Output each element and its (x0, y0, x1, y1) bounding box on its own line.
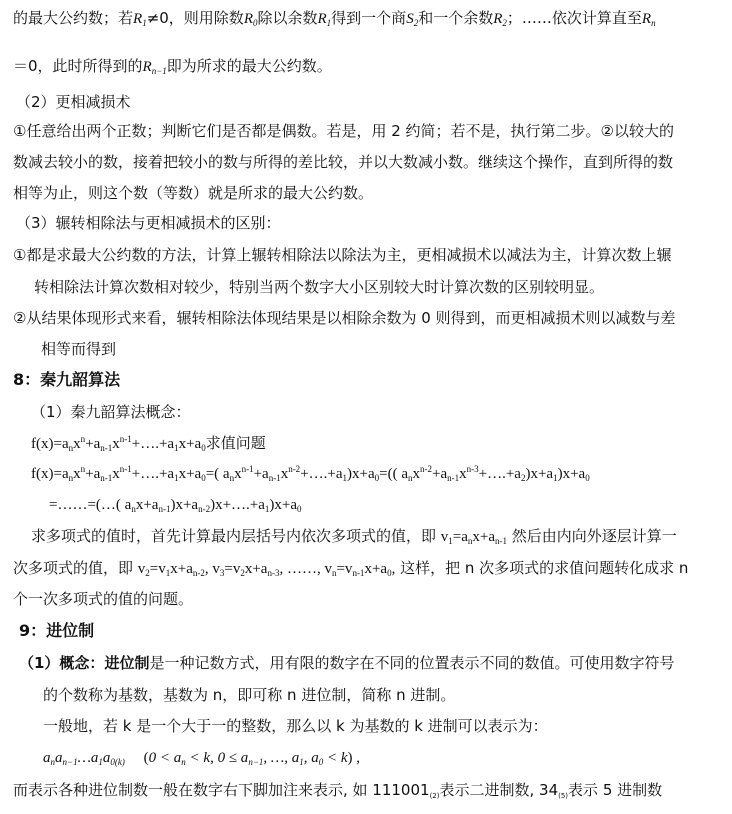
text-line: 一般地，若 k 是一个大于一的整数，那么以 k 为基数的 k 进制可以表示为： (43, 717, 548, 735)
math-symbol (318, 11, 332, 27)
formula: $a_na_{n-1}\dots a_1a_{0(k)}$ ($0 < a_n < k$, $0 \le a_{n-1}$, …, $a_1$, $a_0 < k$) , (43, 750, 361, 767)
text-line: 相等为止，则这个数（等数）就是所求的最大公约数。 (13, 184, 374, 202)
text-line: 相等而得到 (41, 340, 117, 358)
concept-label: （1）概念： (19, 654, 105, 672)
section-title: （3）辗转相除法与更相减损术的区别： (16, 214, 281, 232)
symbol: R (133, 11, 143, 27)
text-line: ①都是求最大公约数的方法，计算上辗转相除法以除法为主，更相减损术以减法为主，计算次数上辗 (13, 246, 672, 264)
text-run: 然后由内向外逐层计算一 (507, 527, 677, 545)
subscript: n (651, 18, 656, 28)
text-run: ＝0，此时所得到的 (13, 57, 143, 75)
symbol: R (317, 11, 327, 27)
text-line (19, 653, 674, 673)
section-heading: 9：进位制 (19, 621, 95, 640)
math-symbol (642, 11, 656, 27)
text-run: 求值问题 (205, 434, 266, 452)
math-symbol (244, 11, 258, 27)
text-run: 除以余数 (257, 9, 318, 27)
math-symbol (133, 11, 147, 27)
symbol: S (406, 11, 414, 27)
text-line (13, 8, 656, 29)
text-run: 得到一个商 (331, 9, 407, 27)
formula: $f(x)=a_nx^n+a_{n-1}x^{n-1}+\dots.+a_1x+a_0=$( $a_nx^{n-1}+a_{n-1}x^{n-2}+\dots.+a_1)x+a_0=$(( $a_nx^{n-2}+a_{n-1}x^{n-3}+\dots.+a_2)x+a_1)x+a_0$ (31, 464, 590, 483)
text-line: 数减去较小的数，接着把较小的数与所得的差比较，并以大数减小数。继续这个操作，直到所得的数 (13, 153, 674, 171)
subscript: 1 (142, 18, 147, 28)
math-symbol (493, 11, 507, 27)
section-heading: 8：秦九韶算法 (13, 370, 121, 389)
text-line (13, 558, 688, 579)
math-symbol (406, 11, 418, 27)
section-title: （2）更相减损术 (16, 93, 131, 111)
text-line (31, 526, 677, 547)
symbol: R (641, 11, 652, 27)
text-run: ≠0，则用除数 (146, 9, 244, 27)
formula: =……=(…( $a_nx+a_{n-1})x+a_{n-2})x+\dots.+a_1)x+a_0$ (49, 497, 302, 514)
subscript: 1 (326, 18, 332, 28)
formula: $v_2=v_1x+a_{n-2}$, $v_3=v_2x+a_{n-3}$, ……, $v_n=v_{n-1}x+a_0$, (137, 561, 396, 578)
text-run: 次多项式的值，即 (13, 559, 138, 577)
subsection-title: （1）秦九韶算法概念： (31, 403, 191, 421)
subscript: n−1 (151, 66, 167, 76)
formula: $f(x)=a_nx^n+a_{n-1}x^{n-1}+\dots.+a_1x+a_0$ (31, 434, 206, 453)
text-run: 这样，把 n 次多项式的求值问题转化成求 n (395, 559, 689, 577)
formula: $v_1=a_nx+a_{n-1}$ (440, 529, 508, 546)
concept-term: 进位制 (104, 654, 150, 672)
subscript: 2 (413, 18, 419, 28)
symbol: R (243, 11, 253, 27)
text-run: 和一个余数 (418, 9, 494, 27)
text-line: 个一次多项式的值的问题。 (13, 590, 194, 608)
subscript: (2) (429, 792, 440, 800)
formula-line (31, 433, 266, 454)
text-line (13, 780, 662, 800)
text-run: 表示 5 进制数 (568, 781, 663, 799)
subscript: (5) (558, 792, 569, 800)
text-line: 转相除法计算次数相对较少，特别当两个数字大小区别较大时计算次数的区别较明显。 (34, 278, 605, 296)
subscript: 2 (502, 18, 507, 28)
symbol: R (493, 11, 503, 27)
text-run: 而表示各种进位制数一般在数字右下脚加注来表示, 如 111001 (13, 781, 430, 799)
text-run: ；……依次计算直至 (506, 9, 642, 27)
text-line: 的个数称为基数，基数为 n，即可称 n 进位制，简称 n 进制。 (43, 686, 456, 704)
text-run: 表示二进制数, 34 (439, 781, 559, 799)
text-run: 即为所求的最大公约数。 (166, 57, 332, 75)
text-run: 的最大公约数；若 (13, 9, 134, 27)
subscript: 0 (252, 18, 258, 28)
text-line: ②从结果体现形式来看，辗转相除法体现结果是以相除余数为 0 则得到，而更相减损术则以减数与差 (13, 309, 676, 327)
text-line: ①任意给出两个正数；判断它们是否都是偶数。若是，用 2 约简；若不是，执行第二步。②以较大的 (13, 122, 674, 140)
text-run: 是一种记数方式，用有限的数字在不同的位置表示不同的数值。可使用数字符号 (149, 654, 675, 672)
symbol: R (142, 59, 152, 75)
text-run: 求多项式的值时，首先计算最内层括号内依次多项式的值，即 (31, 527, 441, 545)
text-line (13, 56, 332, 77)
math-symbol (143, 59, 167, 75)
